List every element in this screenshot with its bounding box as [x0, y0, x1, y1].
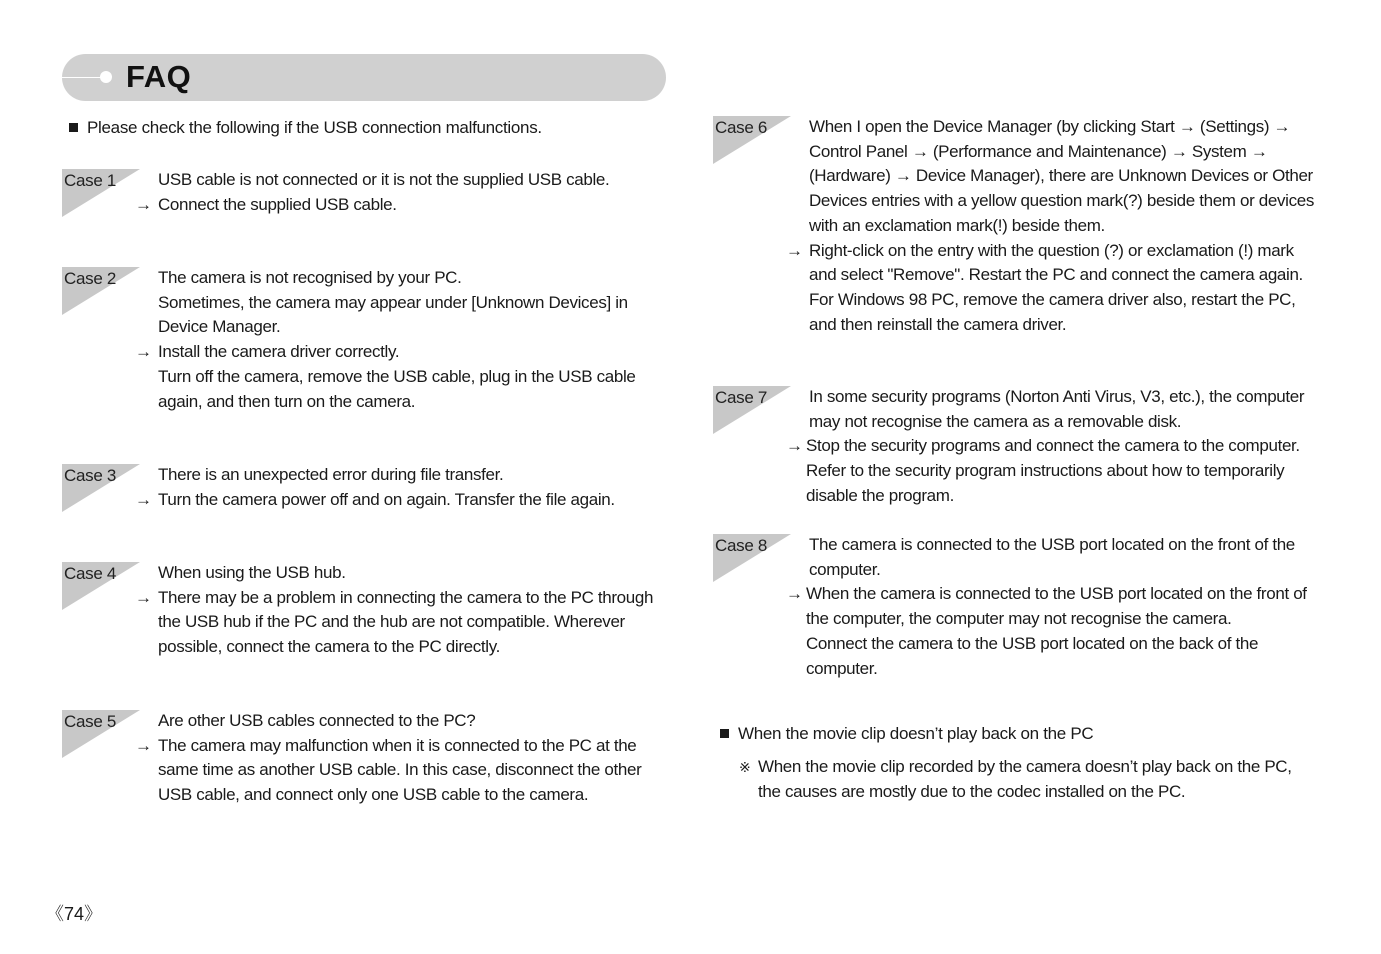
square-bullet-icon: [720, 729, 729, 738]
square-bullet-icon: [69, 123, 78, 132]
case-problem: [809, 385, 1304, 434]
case-solution: [158, 586, 653, 660]
movie-bullet: [720, 722, 1093, 746]
solution-line: There may be a problem in connecting the camera to the PC through: [158, 587, 654, 607]
problem-line: may not recognise the camera as a removable disk.: [809, 411, 1182, 431]
page-title: FAQ: [126, 59, 192, 94]
solution-line: again, and then turn on the camera.: [158, 391, 416, 411]
case-problem: [158, 561, 346, 586]
problem-line: In some security programs (Norton Anti Virus, V3, etc.), the computer: [809, 387, 1305, 406]
solution-line: the computer, the computer may not recognise the camera.: [806, 609, 1232, 629]
solution-line: Turn off the camera, remove the USB cable, plug in the USB cable: [158, 366, 636, 386]
right-arrow-icon: →: [135, 342, 152, 362]
problem-line: The camera is connected to the USB port located on the front of the: [809, 535, 1295, 554]
header-dot-icon: [100, 71, 112, 83]
movie-heading: When the movie clip doesn’t play back on the PC: [738, 724, 1094, 743]
right-arrow-icon: →: [135, 489, 152, 509]
solution-line: the USB hub if the PC and the hub are not compatible. Wherever: [158, 612, 625, 632]
reference-mark-icon: ※: [739, 759, 751, 775]
case-solution: [158, 340, 635, 414]
right-arrow-icon: →: [135, 735, 152, 755]
solution-line: and then reinstall the camera driver.: [809, 314, 1067, 334]
case-label: Case 2: [64, 269, 117, 288]
case-badge: [713, 534, 791, 580]
solution-line: Connect the camera to the USB port located on the back of the: [806, 633, 1259, 653]
case-problem: [809, 115, 1314, 239]
solution-line: same time as another USB cable. In this case, disconnect the other: [158, 760, 642, 780]
case-label: Case 8: [715, 536, 768, 555]
case-problem: [158, 463, 503, 488]
case-solution: [806, 582, 1307, 681]
case-label: Case 1: [64, 171, 117, 190]
case-label: Case 3: [64, 466, 117, 485]
case-badge: [713, 386, 791, 432]
solution-line: disable the program.: [806, 485, 954, 505]
case-badge: [713, 116, 791, 162]
right-arrow-icon: →: [786, 584, 803, 604]
case-label: Case 6: [715, 118, 768, 137]
solution-line: Install the camera driver correctly.: [158, 342, 400, 362]
case-label: Case 4: [64, 564, 117, 583]
case-problem: [809, 533, 1295, 582]
solution-line: computer.: [806, 658, 878, 678]
case-solution: [806, 434, 1300, 508]
solution-line: When the camera is connected to the USB port located on the front of: [806, 584, 1307, 604]
solution-line: Refer to the security program instructions about how to temporarily: [806, 461, 1285, 481]
solution-line: and select "Remove". Restart the PC and connect the camera again.: [809, 265, 1303, 285]
solution-line: Stop the security programs and connect the camera to the computer.: [806, 436, 1300, 456]
problem-line: Devices entries with a yellow question mark(?) beside them or devices: [809, 191, 1314, 211]
movie-note: [758, 755, 1292, 804]
problem-line: computer.: [809, 559, 881, 579]
problem-line: When I open the Device Manager (by clicking Start → (Settings) →: [809, 117, 1291, 136]
page-number: 《74》: [46, 904, 103, 924]
right-arrow-icon: →: [786, 436, 803, 456]
solution-line: For Windows 98 PC, remove the camera driver also, restart the PC,: [809, 289, 1296, 309]
solution-line: possible, connect the camera to the PC directly.: [158, 637, 500, 657]
case-solution: [158, 193, 397, 218]
case-problem: [158, 266, 628, 340]
intro-bullet: [69, 116, 542, 140]
solution-line: USB cable, and connect only one USB cable to the camera.: [158, 785, 589, 805]
problem-line: Are other USB cables connected to the PC?: [158, 711, 476, 730]
case-badge: [62, 710, 140, 756]
right-arrow-icon: →: [786, 240, 803, 260]
case-label: Case 7: [715, 388, 768, 407]
movie-note-line: When the movie clip recorded by the camera doesn’t play back on the PC,: [758, 757, 1292, 776]
right-arrow-icon: →: [135, 587, 152, 607]
case-solution: [158, 734, 641, 808]
problem-line: (Hardware) → Device Manager), there are Unknown Devices or Other: [809, 166, 1313, 186]
problem-line: The camera is not recognised by your PC.: [158, 268, 462, 287]
case-solution: [809, 239, 1303, 338]
case-badge: [62, 464, 140, 510]
case-problem: [158, 168, 609, 193]
problem-line: When using the USB hub.: [158, 563, 346, 582]
problem-line: USB cable is not connected or it is not the supplied USB cable.: [158, 170, 610, 189]
problem-line: There is an unexpected error during file transfer.: [158, 465, 504, 484]
faq-header-band: [62, 54, 666, 101]
case-problem: [158, 709, 475, 734]
case-badge: [62, 562, 140, 608]
intro-text: Please check the following if the USB connection malfunctions.: [87, 118, 542, 137]
case-badge: [62, 169, 140, 215]
case-solution: [158, 488, 615, 513]
problem-line: Device Manager.: [158, 317, 281, 337]
case-badge: [62, 267, 140, 313]
header-line-decoration: [62, 77, 104, 78]
movie-note-line: the causes are mostly due to the codec installed on the PC.: [758, 781, 1186, 801]
solution-line: Connect the supplied USB cable.: [158, 194, 397, 214]
solution-line: The camera may malfunction when it is connected to the PC at the: [158, 735, 637, 755]
case-label: Case 5: [64, 712, 117, 731]
solution-line: Turn the camera power off and on again. Transfer the file again.: [158, 489, 615, 509]
solution-line: Right-click on the entry with the question (?) or exclamation (!) mark: [809, 240, 1294, 260]
problem-line: Control Panel → (Performance and Maintenance) → System →: [809, 141, 1268, 161]
problem-line: with an exclamation mark(!) beside them.: [809, 215, 1105, 235]
right-arrow-icon: →: [135, 194, 152, 214]
problem-line: Sometimes, the camera may appear under [Unknown Devices] in: [158, 292, 628, 312]
